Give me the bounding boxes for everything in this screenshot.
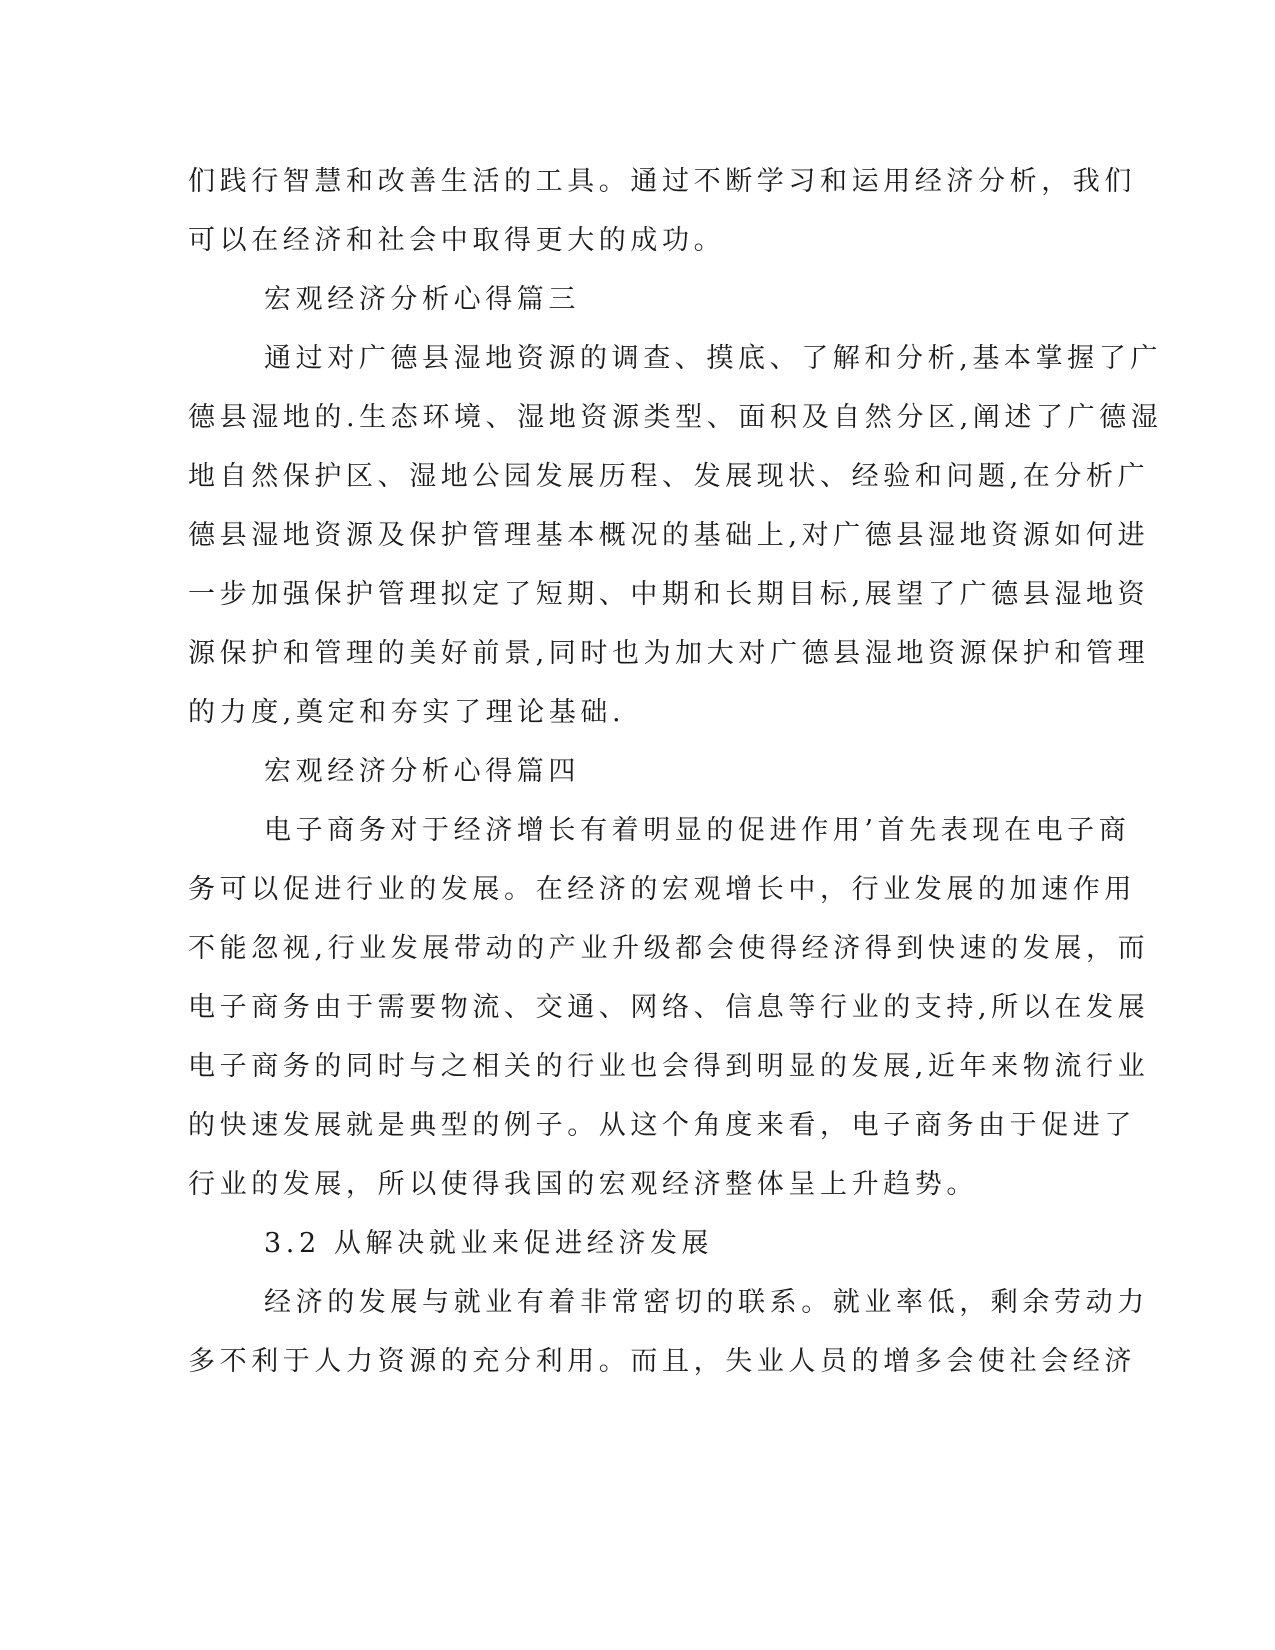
paragraph-first-line: 通过对广德县湿地资源的调查、摸底、了解和分析,基本掌握了广: [264, 343, 1162, 374]
text-line: 电子商务由于需要物流、交通、网络、信息等行业的支持,所以在发展: [188, 992, 1150, 1023]
text-line: 可以在经济和社会中取得更大的成功。: [188, 225, 726, 256]
text-line: 务可以促进行业的发展。在经济的宏观增长中，行业发展的加速作用: [188, 874, 1136, 905]
text-line: 源保护和管理的美好前景,同时也为加大对广德县湿地资源保护和管理: [188, 638, 1150, 669]
text-line: 不能忽视,行业发展带动的产业升级都会使得经济得到快速的发展，而: [188, 933, 1150, 964]
text-line: 多不利于人力资源的充分利用。而且，失业人员的增多会使社会经济: [188, 1346, 1136, 1377]
text-line: 们践行智慧和改善生活的工具。通过不断学习和运用经济分析，我们: [188, 166, 1136, 197]
paragraph-first-line: 经济的发展与就业有着非常密切的联系。就业率低，剩余劳动力: [264, 1287, 1149, 1318]
text-line: 电子商务的同时与之相关的行业也会得到明显的发展,近年来物流行业: [188, 1051, 1150, 1082]
text-line: 一步加强保护管理拟定了短期、中期和长期目标,展望了广德县湿地资: [188, 579, 1150, 610]
text-line: 地自然保护区、湿地公园发展历程、发展现状、经验和问题,在分析广: [188, 461, 1150, 492]
text-line: 德县湿地的.生态环境、湿地资源类型、面积及自然分区,阐述了广德湿: [188, 402, 1163, 433]
subsection-heading: 3.2 从解决就业来促进经济发展: [264, 1228, 714, 1259]
text-line: 德县湿地资源及保护管理基本概况的基础上,对广德县湿地资源如何进: [188, 520, 1150, 551]
section-heading: 宏观经济分析心得篇四: [264, 756, 580, 787]
text-line: 的力度,奠定和夯实了理论基础.: [188, 697, 626, 728]
section-heading: 宏观经济分析心得篇三: [264, 284, 580, 315]
paragraph-first-line: 电子商务对于经济增长有着明显的促进作用’首先表现在电子商: [264, 815, 1131, 846]
text-line: 的快速发展就是典型的例子。从这个角度来看，电子商务由于促进了: [188, 1110, 1136, 1141]
text-line: 行业的发展，所以使得我国的宏观经济整体呈上升趋势。: [188, 1169, 978, 1200]
